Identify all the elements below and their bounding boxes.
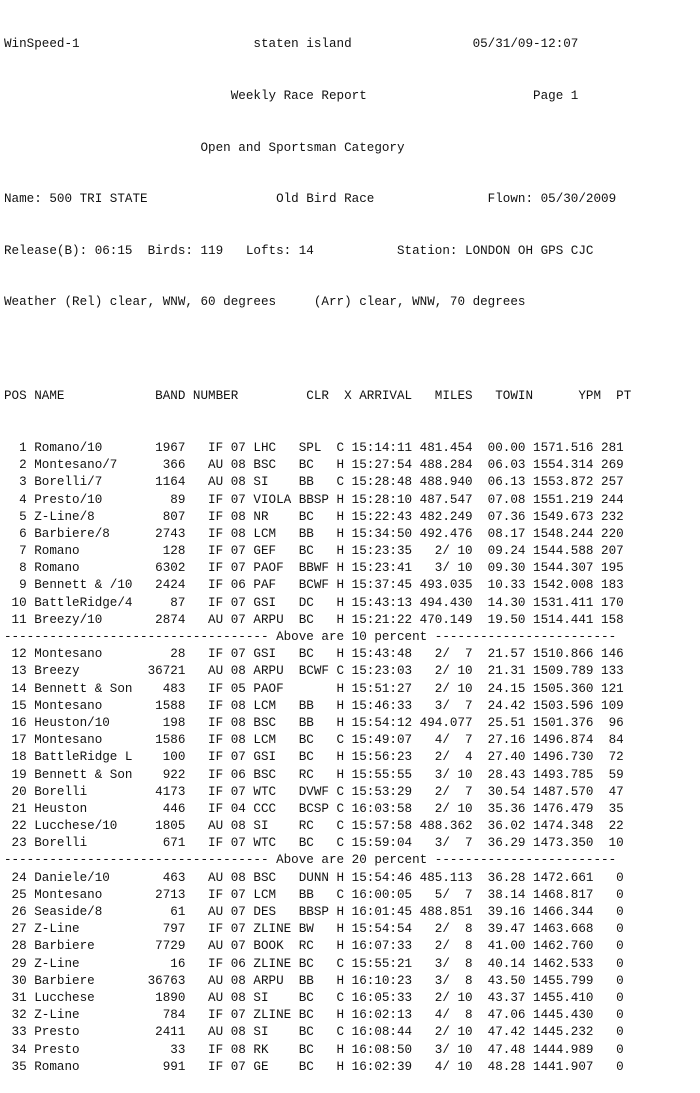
table-row: 35 Romano 991 IF 07 GE BC H 16:02:39 4/ 10 48.28 1441.907 0: [4, 1059, 624, 1074]
table-row: 34 Presto 33 IF 08 RK BC H 16:08:50 3/ 10 47.48 1444.989 0: [4, 1042, 624, 1057]
release-info-line: Release(B): 06:15 Birds: 119 Lofts: 14 Station: LONDON OH GPS CJC: [4, 243, 594, 258]
table-row: 2 Montesano/7 366 AU 08 BSC BC H 15:27:54 488.284 06.03 1554.314 269: [4, 458, 624, 473]
table-row: 8 Romano 6302 IF 07 PAOF BBWF H 15:23:41 3/ 10 09.30 1544.307 195: [4, 561, 624, 576]
race-name-line: Name: 500 TRI STATE Old Bird Race Flown: 05/30/2009: [4, 192, 617, 207]
weather-line: Weather (Rel) clear, WNW, 60 degrees (Arr) clear, WNW, 70 degrees: [4, 295, 526, 310]
percent-separator: ----------------------------------- Above are 20 percent ------------------------: [4, 853, 617, 868]
table-row: 18 BattleRidge L 100 IF 07 GSI BC H 15:56:23 2/ 4 27.40 1496.730 72: [4, 750, 624, 765]
table-row: 7 Romano 128 IF 07 GEF BC H 15:23:35 2/ 10 09.24 1544.588 207: [4, 544, 624, 559]
table-row: 5 Z-Line/8 807 IF 08 NR BC H 15:22:43 482.249 07.36 1549.673 232: [4, 509, 624, 524]
table-row: 4 Presto/10 89 IF 07 VIOLA BBSP H 15:28:10 487.547 07.08 1551.219 244: [4, 492, 624, 507]
report-category-line: Open and Sportsman Category: [4, 140, 405, 155]
report-title-line: WinSpeed-1 staten island 05/31/09-12:07: [4, 37, 579, 52]
table-row: 15 Montesano 1588 IF 08 LCM BB H 15:46:33 3/ 7 24.42 1503.596 109: [4, 698, 624, 713]
table-row: 1 Romano/10 1967 IF 07 LHC SPL C 15:14:11 481.454 00.00 1571.516 281: [4, 440, 624, 455]
table-row: 11 Breezy/10 2874 AU 07 ARPU BC H 15:21:22 470.149 19.50 1514.441 158: [4, 612, 624, 627]
table-row: 25 Montesano 2713 IF 07 LCM BB C 16:00:05 5/ 7 38.14 1468.817 0: [4, 887, 624, 902]
report-subtitle-line: Weekly Race Report Page 1: [4, 89, 579, 103]
table-row: 19 Bennett & Son 922 IF 06 BSC RC H 15:55:55 3/ 10 28.43 1493.785 59: [4, 767, 624, 782]
table-row: 10 BattleRidge/4 87 IF 07 GSI DC H 15:43:13 494.430 14.30 1531.411 170: [4, 595, 624, 610]
table-row: 21 Heuston 446 IF 04 CCC BCSP C 16:03:58 2/ 10 35.36 1476.479 35: [4, 801, 624, 816]
table-row: 30 Barbiere 36763 AU 08 ARPU BB H 16:10:23 3/ 8 43.50 1455.799 0: [4, 973, 624, 988]
table-row: 9 Bennett & /10 2424 IF 06 PAF BCWF H 15:37:45 493.035 10.33 1542.008 183: [4, 578, 624, 593]
table-row: 29 Z-Line 16 IF 06 ZLINE BC C 15:55:21 3/ 8 40.14 1462.533 0: [4, 956, 624, 971]
table-row: 17 Montesano 1586 IF 08 LCM BC C 15:49:07 4/ 7 27.16 1496.874 84: [4, 733, 624, 748]
table-row: 33 Presto 2411 AU 08 SI BC C 16:08:44 2/ 10 47.42 1445.232 0: [4, 1025, 624, 1040]
table-row: 26 Seaside/8 61 AU 07 DES BBSP H 16:01:45 488.851 39.16 1466.344 0: [4, 905, 624, 920]
table-row: 28 Barbiere 7729 AU 07 BOOK RC H 16:07:33 2/ 8 41.00 1462.760 0: [4, 939, 624, 954]
table-row: 31 Lucchese 1890 AU 08 SI BC C 16:05:33 2/ 10 43.37 1455.410 0: [4, 990, 624, 1005]
table-row: 13 Breezy 36721 AU 08 ARPU BCWF C 15:23:03 2/ 10 21.31 1509.789 133: [4, 664, 624, 679]
table-row: 24 Daniele/10 463 AU 08 BSC DUNN H 15:54:46 485.113 36.28 1472.661 0: [4, 870, 624, 885]
table-row: 23 Borelli 671 IF 07 WTC BC C 15:59:04 3/ 7 36.29 1473.350 10: [4, 836, 624, 851]
percent-separator: ----------------------------------- Above are 10 percent ------------------------: [4, 630, 617, 645]
table-row: 32 Z-Line 784 IF 07 ZLINE BC H 16:02:13 4/ 8 47.06 1445.430 0: [4, 1008, 624, 1023]
race-report: [4, 2, 696, 1093]
table-row: 3 Borelli/7 1164 AU 08 SI BB C 15:28:48 488.940 06.13 1553.872 257: [4, 475, 624, 490]
spacer: [4, 346, 696, 354]
table-row: 14 Bennett & Son 483 IF 05 PAOF H 15:51:27 2/ 10 24.15 1505.360 121: [4, 681, 624, 696]
table-column-header: POS NAME BAND NUMBER CLR X ARRIVAL MILES TOWIN YPM PT: [4, 389, 632, 404]
table-row: 12 Montesano 28 IF 07 GSI BC H 15:43:48 2/ 7 21.57 1510.866 146: [4, 647, 624, 662]
table-row: 27 Z-Line 797 IF 07 ZLINE BW H 15:54:54 2/ 8 39.47 1463.668 0: [4, 922, 624, 937]
table-row: 6 Barbiere/8 2743 IF 08 LCM BB H 15:34:50 492.476 08.17 1548.244 220: [4, 526, 624, 541]
table-row: 22 Lucchese/10 1805 AU 08 SI RC C 15:57:58 488.362 36.02 1474.348 22: [4, 819, 624, 834]
table-row: 16 Heuston/10 198 IF 08 BSC BB H 15:54:12 494.077 25.51 1501.376 96: [4, 715, 624, 730]
results-table: [4, 440, 696, 1076]
table-row: 20 Borelli 4173 IF 07 WTC DVWF C 15:53:29 2/ 7 30.54 1487.570 47: [4, 784, 624, 799]
